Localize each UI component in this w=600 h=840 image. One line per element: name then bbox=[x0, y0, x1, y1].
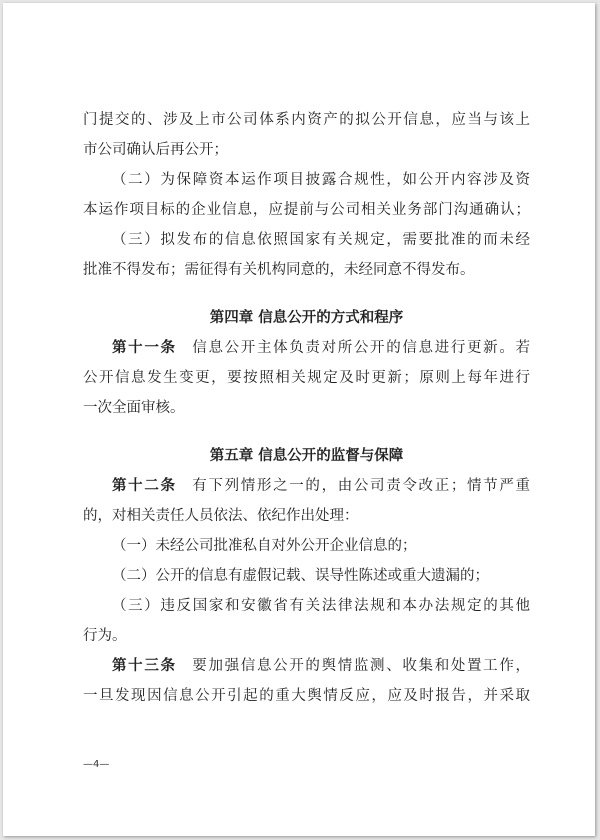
text-line: （三）违反国家和安徽省有关法律法规和本办法规定的其他 bbox=[112, 598, 530, 614]
text-line: （二）为保障资本运作项目披露合规性，如公开内容涉及资 bbox=[112, 172, 530, 188]
text-line: （三）拟发布的信息依照国家有关规定，需要批准的而未经 bbox=[112, 232, 530, 248]
text-line: 行为。 bbox=[83, 628, 127, 644]
page-number: —4— bbox=[83, 759, 110, 770]
text-span: 有下列情形之一的，由公司责令改正；情节严重 bbox=[190, 478, 530, 494]
chapter-4-heading: 第四章 信息公开的方式和程序 bbox=[209, 310, 404, 326]
document-body bbox=[83, 105, 530, 711]
text-line: 公开信息发生变更，要按照相关规定及时更新；原则上每年进行 bbox=[83, 370, 530, 386]
text-line: 的，对相关责任人员依法、依纪作出处理： bbox=[83, 508, 359, 524]
text-line: 市公司确认后再公开； bbox=[83, 142, 228, 158]
chapter-5-heading: 第五章 信息公开的监督与保障 bbox=[209, 448, 404, 464]
text-line: 本运作项目标的企业信息，应提前与公司相关业务部门沟通确认； bbox=[83, 202, 530, 218]
text-span: 要加强信息公开的舆情监测、收集和处置工作， bbox=[190, 658, 530, 674]
text-line: 批准不得发布；需征得有关机构同意的，未经同意不得发布。 bbox=[83, 262, 475, 278]
text-span: 信息公开主体负责对所公开的信息进行更新。若 bbox=[190, 340, 530, 356]
article-13-line bbox=[83, 651, 530, 681]
article-11-label: 第十一条 bbox=[112, 340, 177, 356]
text-line: （二）公开的信息有虚假记载、误导性陈述或重大遗漏的； bbox=[112, 568, 489, 584]
document-page bbox=[3, 3, 595, 836]
text-line: 一次全面审核。 bbox=[83, 400, 185, 416]
text-line: 一旦发现因信息公开引起的重大舆情反应，应及时报告，并采取 bbox=[83, 688, 530, 704]
article-12-line bbox=[83, 471, 530, 501]
text-line: 门提交的、涉及上市公司体系内资产的拟公开信息，应当与该上 bbox=[83, 112, 530, 128]
article-13-label: 第十三条 bbox=[112, 658, 177, 674]
article-12-label: 第十二条 bbox=[112, 478, 177, 494]
text-line: （一）未经公司批准私自对外公开企业信息的； bbox=[112, 538, 417, 554]
article-11-line bbox=[83, 333, 530, 363]
